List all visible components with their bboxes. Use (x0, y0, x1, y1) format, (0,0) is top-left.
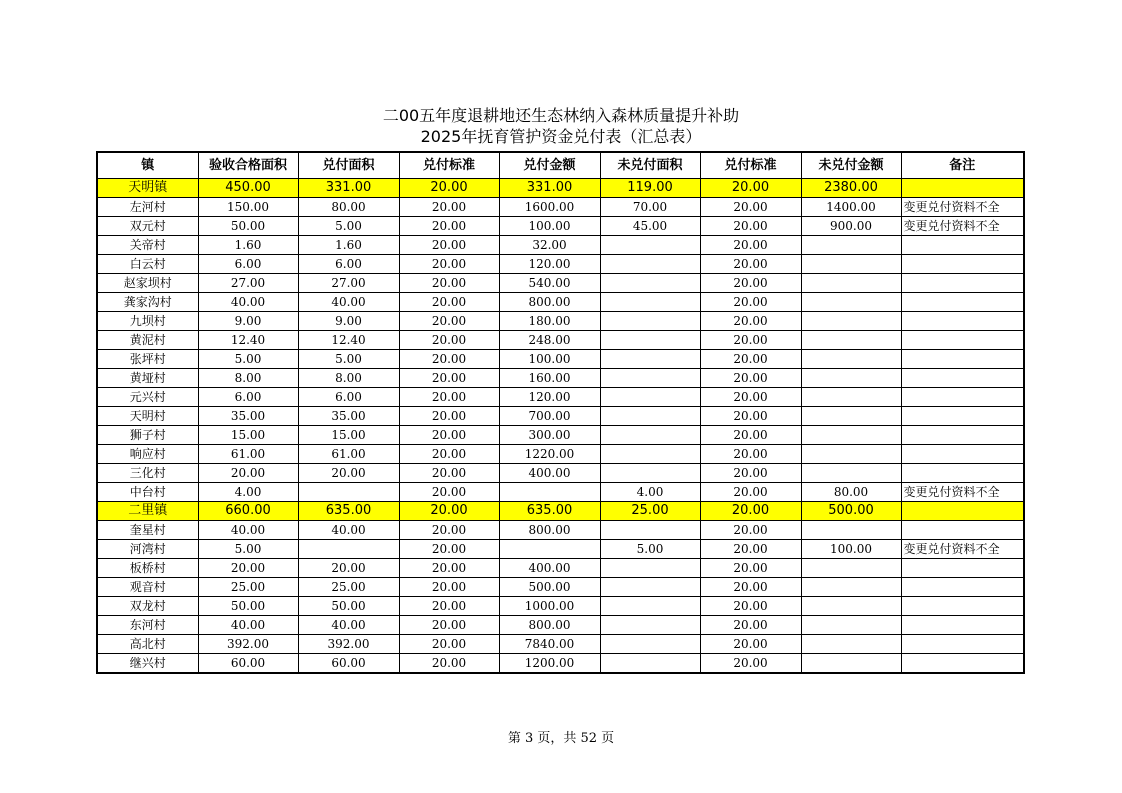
unpaid-area (600, 312, 700, 331)
remarks (901, 369, 1024, 388)
unpaid-amount (801, 521, 901, 540)
remarks (901, 502, 1024, 521)
paid-standard: 20.00 (399, 559, 499, 578)
unpaid-amount: 2380.00 (801, 179, 901, 198)
table-row (97, 578, 1024, 597)
paid-amount: 1220.00 (499, 445, 600, 464)
header-unpaid-area: 未兑付面积 (600, 152, 700, 179)
village-name: 龚家沟村 (97, 293, 198, 312)
accepted-area: 20.00 (198, 464, 298, 483)
unpaid-area (600, 369, 700, 388)
paid-area: 40.00 (298, 521, 399, 540)
village-name: 白云村 (97, 255, 198, 274)
accepted-area: 50.00 (198, 597, 298, 616)
accepted-area: 4.00 (198, 483, 298, 502)
paid-area: 1.60 (298, 236, 399, 255)
unpaid-standard: 20.00 (700, 559, 801, 578)
paid-standard: 20.00 (399, 331, 499, 350)
header-town: 镇 (97, 152, 198, 179)
town-summary-row (97, 179, 1024, 198)
accepted-area: 5.00 (198, 350, 298, 369)
unpaid-standard: 20.00 (700, 445, 801, 464)
village-name: 黄垭村 (97, 369, 198, 388)
paid-area: 35.00 (298, 407, 399, 426)
accepted-area: 12.40 (198, 331, 298, 350)
paid-standard: 20.00 (399, 198, 499, 217)
unpaid-standard: 20.00 (700, 274, 801, 293)
remarks (901, 274, 1024, 293)
unpaid-amount: 100.00 (801, 540, 901, 559)
remarks (901, 293, 1024, 312)
paid-area: 40.00 (298, 293, 399, 312)
unpaid-standard: 20.00 (700, 540, 801, 559)
unpaid-amount (801, 654, 901, 674)
remarks: 变更兑付资料不全 (901, 217, 1024, 236)
unpaid-area: 119.00 (600, 179, 700, 198)
remarks (901, 616, 1024, 635)
paid-standard: 20.00 (399, 445, 499, 464)
unpaid-amount (801, 369, 901, 388)
accepted-area: 6.00 (198, 388, 298, 407)
unpaid-amount: 500.00 (801, 502, 901, 521)
unpaid-standard: 20.00 (700, 369, 801, 388)
paid-area: 20.00 (298, 464, 399, 483)
table-row (97, 388, 1024, 407)
village-name: 双元村 (97, 217, 198, 236)
paid-area: 9.00 (298, 312, 399, 331)
paid-area: 61.00 (298, 445, 399, 464)
unpaid-area (600, 597, 700, 616)
accepted-area: 50.00 (198, 217, 298, 236)
accepted-area: 60.00 (198, 654, 298, 674)
paid-amount: 180.00 (499, 312, 600, 331)
unpaid-area (600, 331, 700, 350)
paid-standard: 20.00 (399, 236, 499, 255)
table-row (97, 236, 1024, 255)
paid-area: 50.00 (298, 597, 399, 616)
accepted-area: 392.00 (198, 635, 298, 654)
table-row (97, 426, 1024, 445)
unpaid-area (600, 350, 700, 369)
village-name: 继兴村 (97, 654, 198, 674)
unpaid-amount (801, 597, 901, 616)
village-name: 河湾村 (97, 540, 198, 559)
paid-standard: 20.00 (399, 578, 499, 597)
unpaid-amount (801, 426, 901, 445)
paid-amount: 120.00 (499, 255, 600, 274)
unpaid-standard: 20.00 (700, 635, 801, 654)
accepted-area: 450.00 (198, 179, 298, 198)
paid-standard: 20.00 (399, 293, 499, 312)
remarks (901, 521, 1024, 540)
remarks (901, 236, 1024, 255)
unpaid-standard: 20.00 (700, 407, 801, 426)
paid-amount: 800.00 (499, 616, 600, 635)
paid-area (298, 540, 399, 559)
unpaid-area: 5.00 (600, 540, 700, 559)
paid-amount: 160.00 (499, 369, 600, 388)
paid-amount: 540.00 (499, 274, 600, 293)
paid-amount: 7840.00 (499, 635, 600, 654)
unpaid-standard: 20.00 (700, 255, 801, 274)
remarks: 变更兑付资料不全 (901, 198, 1024, 217)
unpaid-standard: 20.00 (700, 654, 801, 674)
unpaid-area (600, 274, 700, 293)
paid-area: 60.00 (298, 654, 399, 674)
accepted-area: 40.00 (198, 521, 298, 540)
accepted-area: 6.00 (198, 255, 298, 274)
paid-amount: 1200.00 (499, 654, 600, 674)
paid-amount (499, 540, 600, 559)
remarks (901, 331, 1024, 350)
unpaid-area (600, 578, 700, 597)
header-accepted-area: 验收合格面积 (198, 152, 298, 179)
remarks (901, 407, 1024, 426)
header-remarks: 备注 (901, 152, 1024, 179)
paid-amount: 400.00 (499, 464, 600, 483)
paid-standard: 20.00 (399, 255, 499, 274)
paid-area: 331.00 (298, 179, 399, 198)
table-row (97, 540, 1024, 559)
paid-standard: 20.00 (399, 483, 499, 502)
unpaid-standard: 20.00 (700, 483, 801, 502)
table-row (97, 217, 1024, 236)
paid-standard: 20.00 (399, 407, 499, 426)
page-footer: 第 3 页，共 52 页 (507, 731, 615, 746)
unpaid-amount (801, 559, 901, 578)
unpaid-amount: 80.00 (801, 483, 901, 502)
unpaid-area: 70.00 (600, 198, 700, 217)
village-name: 奎星村 (97, 521, 198, 540)
paid-area: 8.00 (298, 369, 399, 388)
paid-standard: 20.00 (399, 464, 499, 483)
remarks (901, 464, 1024, 483)
paid-area: 392.00 (298, 635, 399, 654)
unpaid-standard: 20.00 (700, 312, 801, 331)
remarks (901, 350, 1024, 369)
header-unpaid-standard: 兑付标准 (700, 152, 801, 179)
remarks (901, 654, 1024, 674)
payment-table (96, 151, 1025, 674)
title-line-1: 二00五年度退耕地还生态林纳入森林质量提升补助 (382, 106, 740, 125)
paid-standard: 20.00 (399, 521, 499, 540)
header-paid-amount: 兑付金额 (499, 152, 600, 179)
table-row (97, 445, 1024, 464)
paid-area: 6.00 (298, 388, 399, 407)
accepted-area: 660.00 (198, 502, 298, 521)
paid-area: 15.00 (298, 426, 399, 445)
paid-amount: 331.00 (499, 179, 600, 198)
village-name: 板桥村 (97, 559, 198, 578)
paid-amount: 100.00 (499, 350, 600, 369)
village-name: 天明村 (97, 407, 198, 426)
paid-amount: 400.00 (499, 559, 600, 578)
village-name: 中台村 (97, 483, 198, 502)
remarks: 变更兑付资料不全 (901, 540, 1024, 559)
paid-amount: 248.00 (499, 331, 600, 350)
table-row (97, 521, 1024, 540)
unpaid-amount (801, 407, 901, 426)
remarks (901, 578, 1024, 597)
paid-amount: 800.00 (499, 521, 600, 540)
unpaid-amount (801, 388, 901, 407)
paid-area: 80.00 (298, 198, 399, 217)
paid-standard: 20.00 (399, 635, 499, 654)
accepted-area: 40.00 (198, 293, 298, 312)
remarks (901, 388, 1024, 407)
remarks: 变更兑付资料不全 (901, 483, 1024, 502)
unpaid-standard: 20.00 (700, 464, 801, 483)
unpaid-standard: 20.00 (700, 198, 801, 217)
unpaid-amount (801, 331, 901, 350)
remarks (901, 426, 1024, 445)
unpaid-area (600, 255, 700, 274)
remarks (901, 312, 1024, 331)
unpaid-area (600, 426, 700, 445)
unpaid-area (600, 521, 700, 540)
paid-amount: 700.00 (499, 407, 600, 426)
unpaid-amount (801, 616, 901, 635)
unpaid-area (600, 616, 700, 635)
header-unpaid-amount: 未兑付金额 (801, 152, 901, 179)
accepted-area: 8.00 (198, 369, 298, 388)
unpaid-amount: 1400.00 (801, 198, 901, 217)
unpaid-area (600, 388, 700, 407)
unpaid-amount (801, 578, 901, 597)
table-row (97, 559, 1024, 578)
table-row (97, 198, 1024, 217)
village-name: 双龙村 (97, 597, 198, 616)
village-name: 张坪村 (97, 350, 198, 369)
table-row (97, 293, 1024, 312)
table-row (97, 255, 1024, 274)
paid-standard: 20.00 (399, 540, 499, 559)
unpaid-standard: 20.00 (700, 217, 801, 236)
paid-standard: 20.00 (399, 312, 499, 331)
remarks (901, 255, 1024, 274)
village-name: 赵家坝村 (97, 274, 198, 293)
paid-standard: 20.00 (399, 616, 499, 635)
paid-area: 12.40 (298, 331, 399, 350)
unpaid-standard: 20.00 (700, 502, 801, 521)
paid-amount: 635.00 (499, 502, 600, 521)
unpaid-area (600, 407, 700, 426)
table-row (97, 407, 1024, 426)
unpaid-area (600, 236, 700, 255)
unpaid-area: 45.00 (600, 217, 700, 236)
unpaid-amount (801, 445, 901, 464)
paid-standard: 20.00 (399, 350, 499, 369)
unpaid-amount: 900.00 (801, 217, 901, 236)
accepted-area: 5.00 (198, 540, 298, 559)
town-summary-row (97, 502, 1024, 521)
village-name: 左河村 (97, 198, 198, 217)
unpaid-amount (801, 464, 901, 483)
accepted-area: 9.00 (198, 312, 298, 331)
paid-standard: 20.00 (399, 388, 499, 407)
village-name: 东河村 (97, 616, 198, 635)
unpaid-area (600, 654, 700, 674)
unpaid-area (600, 559, 700, 578)
title-line-2: 2025年抚育管护资金兑付表（汇总表） (420, 127, 702, 146)
table-row (97, 350, 1024, 369)
unpaid-amount (801, 635, 901, 654)
header-paid-standard: 兑付标准 (399, 152, 499, 179)
unpaid-area (600, 293, 700, 312)
unpaid-standard: 20.00 (700, 616, 801, 635)
unpaid-standard: 20.00 (700, 521, 801, 540)
unpaid-standard: 20.00 (700, 350, 801, 369)
header-row (97, 152, 1024, 179)
paid-amount: 500.00 (499, 578, 600, 597)
paid-standard: 20.00 (399, 597, 499, 616)
paid-amount: 1600.00 (499, 198, 600, 217)
paid-area: 6.00 (298, 255, 399, 274)
paid-standard: 20.00 (399, 654, 499, 674)
paid-area: 635.00 (298, 502, 399, 521)
accepted-area: 150.00 (198, 198, 298, 217)
accepted-area: 15.00 (198, 426, 298, 445)
unpaid-standard: 20.00 (700, 236, 801, 255)
town-name: 天明镇 (97, 179, 198, 198)
village-name: 观音村 (97, 578, 198, 597)
table-row (97, 597, 1024, 616)
village-name: 响应村 (97, 445, 198, 464)
table-row (97, 654, 1024, 674)
paid-standard: 20.00 (399, 179, 499, 198)
remarks (901, 445, 1024, 464)
paid-standard: 20.00 (399, 502, 499, 521)
accepted-area: 27.00 (198, 274, 298, 293)
unpaid-standard: 20.00 (700, 578, 801, 597)
paid-amount (499, 483, 600, 502)
remarks (901, 179, 1024, 198)
paid-area: 40.00 (298, 616, 399, 635)
village-name: 狮子村 (97, 426, 198, 445)
accepted-area: 61.00 (198, 445, 298, 464)
paid-amount: 300.00 (499, 426, 600, 445)
unpaid-standard: 20.00 (700, 597, 801, 616)
paid-area: 27.00 (298, 274, 399, 293)
unpaid-amount (801, 293, 901, 312)
paid-standard: 20.00 (399, 426, 499, 445)
table-row (97, 464, 1024, 483)
table-row (97, 616, 1024, 635)
paid-area: 20.00 (298, 559, 399, 578)
paid-amount: 120.00 (499, 388, 600, 407)
unpaid-amount (801, 274, 901, 293)
remarks (901, 559, 1024, 578)
unpaid-area (600, 445, 700, 464)
unpaid-area: 4.00 (600, 483, 700, 502)
table-row (97, 274, 1024, 293)
paid-amount: 100.00 (499, 217, 600, 236)
village-name: 元兴村 (97, 388, 198, 407)
paid-amount: 32.00 (499, 236, 600, 255)
unpaid-amount (801, 236, 901, 255)
table-row (97, 369, 1024, 388)
paid-area: 5.00 (298, 350, 399, 369)
village-name: 高北村 (97, 635, 198, 654)
unpaid-area: 25.00 (600, 502, 700, 521)
paid-standard: 20.00 (399, 274, 499, 293)
accepted-area: 35.00 (198, 407, 298, 426)
unpaid-standard: 20.00 (700, 426, 801, 445)
header-paid-area: 兑付面积 (298, 152, 399, 179)
table-row (97, 483, 1024, 502)
village-name: 关帝村 (97, 236, 198, 255)
unpaid-area (600, 635, 700, 654)
unpaid-amount (801, 312, 901, 331)
paid-standard: 20.00 (399, 369, 499, 388)
paid-standard: 20.00 (399, 217, 499, 236)
unpaid-standard: 20.00 (700, 293, 801, 312)
paid-amount: 800.00 (499, 293, 600, 312)
unpaid-amount (801, 350, 901, 369)
accepted-area: 1.60 (198, 236, 298, 255)
table-row (97, 331, 1024, 350)
paid-area (298, 483, 399, 502)
accepted-area: 40.00 (198, 616, 298, 635)
table-row (97, 635, 1024, 654)
village-name: 三化村 (97, 464, 198, 483)
remarks (901, 635, 1024, 654)
unpaid-standard: 20.00 (700, 331, 801, 350)
paid-amount: 1000.00 (499, 597, 600, 616)
accepted-area: 20.00 (198, 559, 298, 578)
paid-area: 5.00 (298, 217, 399, 236)
unpaid-area (600, 464, 700, 483)
accepted-area: 25.00 (198, 578, 298, 597)
town-name: 二里镇 (97, 502, 198, 521)
paid-area: 25.00 (298, 578, 399, 597)
village-name: 黄泥村 (97, 331, 198, 350)
unpaid-standard: 20.00 (700, 179, 801, 198)
unpaid-standard: 20.00 (700, 388, 801, 407)
remarks (901, 597, 1024, 616)
table-row (97, 312, 1024, 331)
unpaid-amount (801, 255, 901, 274)
village-name: 九坝村 (97, 312, 198, 331)
